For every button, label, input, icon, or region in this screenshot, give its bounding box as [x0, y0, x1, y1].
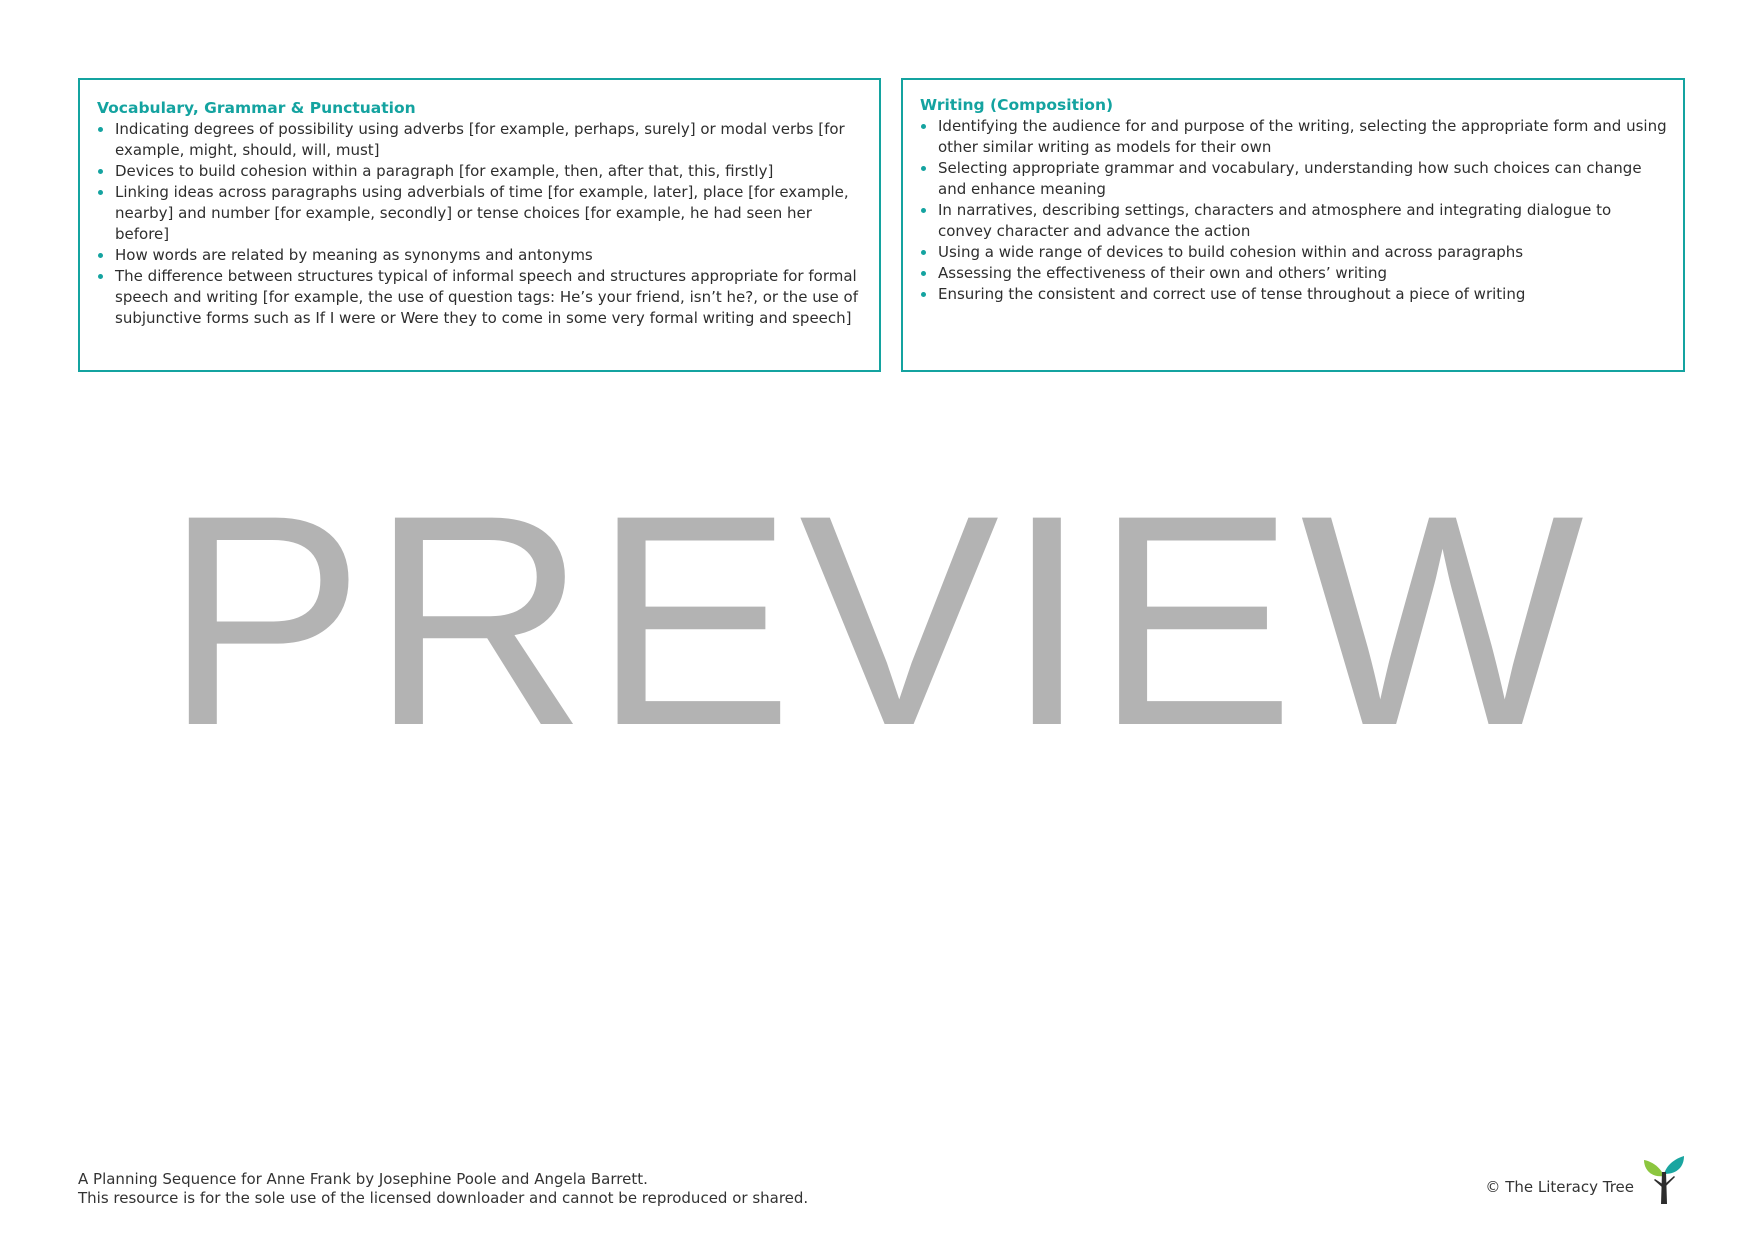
list-item: Identifying the audience for and purpose of the writing, selecting the appropriate form and using other similar writing as models for their own	[920, 116, 1669, 158]
footer-branding	[1485, 1154, 1686, 1204]
list-item: Devices to build cohesion within a paragraph [for example, then, after that, this, firstly]	[97, 161, 865, 182]
list-item: Assessing the effectiveness of their own and others’ writing	[920, 263, 1669, 284]
objectives-list	[97, 119, 865, 329]
footer-notice	[78, 1170, 808, 1208]
list-item: Selecting appropriate grammar and vocabulary, understanding how such choices can change and enhance meaning	[920, 158, 1669, 200]
box-title: Writing (Composition)	[920, 96, 1114, 114]
box-title: Vocabulary, Grammar & Punctuation	[97, 99, 416, 117]
list-item: Using a wide range of devices to build cohesion within and across paragraphs	[920, 242, 1669, 263]
tree-logo-icon	[1642, 1154, 1686, 1204]
list-item: The difference between structures typical of informal speech and structures appropriate for formal speech and writing [for example, the use of question tags: He’s your friend, isn’t he?, or the use of subjunctive forms such as If I were or Were they to come in some very formal writing and speech]	[97, 266, 865, 329]
preview-watermark: PREVIEW	[164, 452, 1590, 788]
objectives-list	[920, 116, 1669, 305]
footer-line-license: This resource is for the sole use of the licensed downloader and cannot be reproduced or shared.	[78, 1189, 809, 1207]
vocabulary-grammar-box	[78, 78, 881, 372]
list-item: Indicating degrees of possibility using adverbs [for example, perhaps, surely] or modal verbs [for example, might, should, will, must]	[97, 119, 865, 161]
copyright-text: © The Literacy Tree	[1485, 1178, 1634, 1196]
list-item: Ensuring the consistent and correct use of tense throughout a piece of writing	[920, 284, 1669, 305]
list-item: Linking ideas across paragraphs using adverbials of time [for example, later], place [for example, nearby] and number [for example, secondly] or tense choices [for example, he had seen her before]	[97, 182, 865, 245]
footer-line-title: A Planning Sequence for Anne Frank by Josephine Poole and Angela Barrett.	[78, 1170, 648, 1188]
writing-composition-box	[901, 78, 1685, 372]
list-item: How words are related by meaning as synonyms and antonyms	[97, 245, 865, 266]
list-item: In narratives, describing settings, characters and atmosphere and integrating dialogue to convey character and advance the action	[920, 200, 1669, 242]
